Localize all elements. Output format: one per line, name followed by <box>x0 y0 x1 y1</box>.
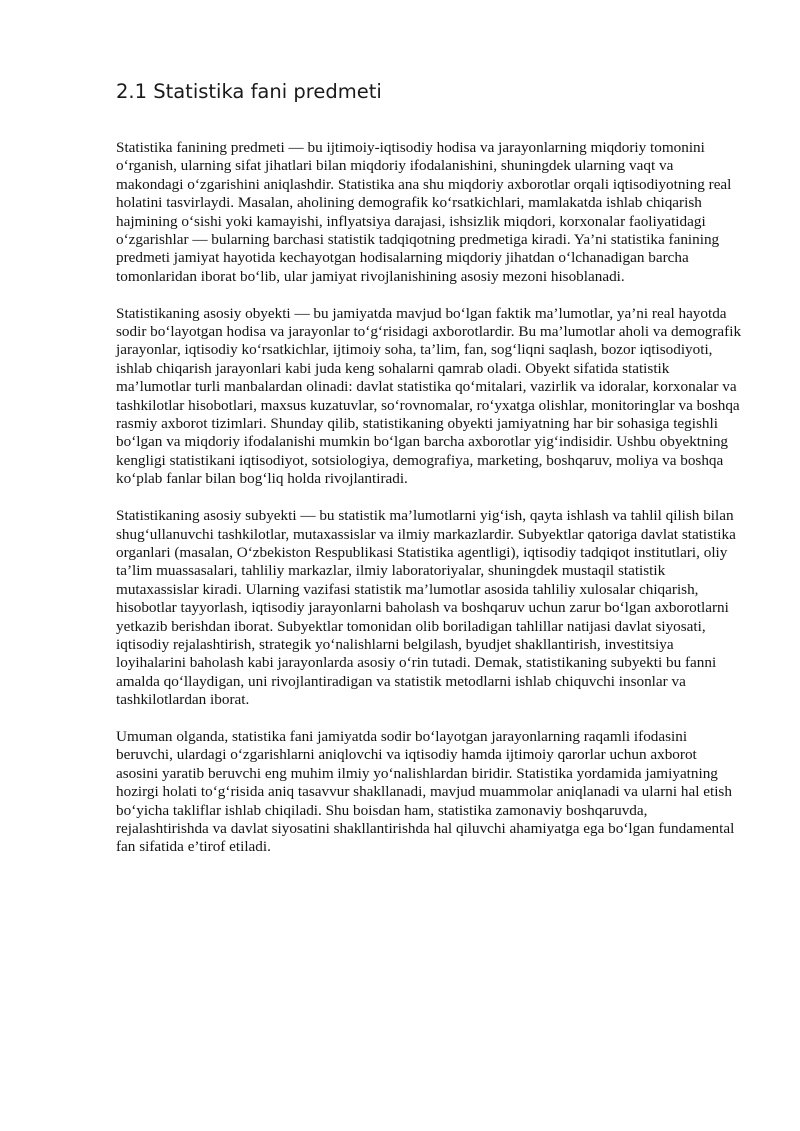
document-body <box>116 78 742 857</box>
paragraph-object: Statistikaning asosiy obyekti — bu jamiyatda mavjud bo‘lgan faktik ma’lumotlar, ya’ni real hayotda sodir bo‘layotgan hodisa va jarayonlar to‘g‘risidagi axborotlardir. Bu ma’lumotlar aholi va demografik jarayonlar, iqtisodiy ko‘rsatkichlar, ijtimoiy soha, ta’lim, fan, sog‘liqni saqlash, bozor iqtisodiyoti, ishlab chiqarish jarayonlari kabi juda keng sohalarni qamrab oladi. Obyekt sifatida statistik ma’lumotlar turli manbalardan olinadi: davlat statistika qo‘mitalari, vazirlik va idoralar, korxonalar va tashkilotlar hisobotlari, maxsus kuzatuvlar, so‘rovnomalar, ro‘yxatga olishlar, monitoringlar va boshqa rasmiy axborot tizimlari. Shunday qilib, statistikaning obyekti jamiyatning har bir sohasiga tegishli bo‘lgan va miqdoriy ifodalanishi mumkin bo‘lgan barcha axborotlar yig‘indisidir. Ushbu obyektning kengligi statistikani iqtisodiyot, sotsiologiya, demografiya, marketing, boshqaruv, moliya va boshqa ko‘plab fanlar bilan bog‘liq holda rivojlantiradi. <box>116 304 742 488</box>
paragraph-actors: Statistikaning asosiy subyekti — bu statistik ma’lumotlarni yig‘ish, qayta ishlash va tahlil qilish bilan shug‘ullanuvchi tashkilotlar, mutaxassislar va ilmiy markazlardir. Subyektlar qatoriga davlat statistika organlari (masalan, O‘zbekiston Respublikasi Statistika agentligi), iqtisodiy tadqiqot institutlari, oliy ta’lim muassasalari, tahliliy markazlar, ilmiy laboratoriyalar, shuningdek mustaqil statistik mutaxassislar kiradi. Ularning vazifasi statistik ma’lumotlar asosida tahliliy xulosalar chiqarish, hisobotlar tayyorlash, iqtisodiy jarayonlarni baholash va boshqaruv uchun zarur bo‘lgan axborotlarni yetkazib berishdan iborat. Subyektlar tomonidan olib boriladigan tahlillar natijasi davlat siyosati, iqtisodiy rejalashtirish, strategik yo‘nalishlarni belgilash, byudjet shakllantirish, investitsiya loyihalarini baholash kabi jarayonlarda asosiy o‘rin tutadi. Demak, statistikaning subyekti bu fanni amalda qo‘llaydigan, uni rivojlantiradigan va statistik metodlarni ishlab chiquvchi insonlar va tashkilotlardan iborat. <box>116 507 736 709</box>
paragraph-subject: Statistika fanining predmeti — bu ijtimoiy-iqtisodiy hodisa va jarayonlarning miqdoriy tomonini o‘rganish, ularning sifat jihatlari bilan miqdoriy ifodalanishini, shuningdek ularning vaqt va makondagi o‘zgarishini aniqlashdir. Statistika ana shu miqdoriy axborotlar orqali iqtisodiyotning real holatini tasvirlaydi. Masalan, aholining demografik ko‘rsatkichlari, mamlakatda ishlab chiqarish hajmining o‘sishi yoki kamayishi, inflyatsiya darajasi, ishsizlik miqdori, korxonalar faoliyatidagi o‘zgarishlar — bularning barchasi statistik tadqiqotning predmetiga kiradi. Ya’ni statistika fanining predmeti jamiyat hayotida kechayotgan hodisalarning miqdoriy jihatdan o‘lchanadigan barcha tomonlaridan iborat bo‘lib, ular jamiyat rivojlanishining asosiy mezoni hisoblanadi. <box>116 139 732 285</box>
section-heading: 2.1 Statistika fani predmeti <box>116 80 382 103</box>
paragraph-conclusion: Umuman olganda, statistika fani jamiyatda sodir bo‘layotgan jarayonlarning raqamli ifodasini beruvchi, ulardagi o‘zgarishlarni aniqlovchi va iqtisodiy hamda ijtimoiy qarorlar uchun axborot asosini yaratib beruvchi eng muhim ilmiy yo‘nalishlardan biridir. Statistika yordamida jamiyatning hozirgi holati to‘g‘risida aniq tasavvur shakllanadi, mavjud muammolar aniqlanadi va ularni hal etish bo‘yicha takliflar ishlab chiqiladi. Shu boisdan ham, statistika zamonaviy boshqaruvda, rejalashtirishda va davlat siyosatini shakllantirishda hal qiluvchi ahamiyatga ega bo‘lgan fundamental fan sifatida e’tirof etiladi. <box>116 727 735 856</box>
